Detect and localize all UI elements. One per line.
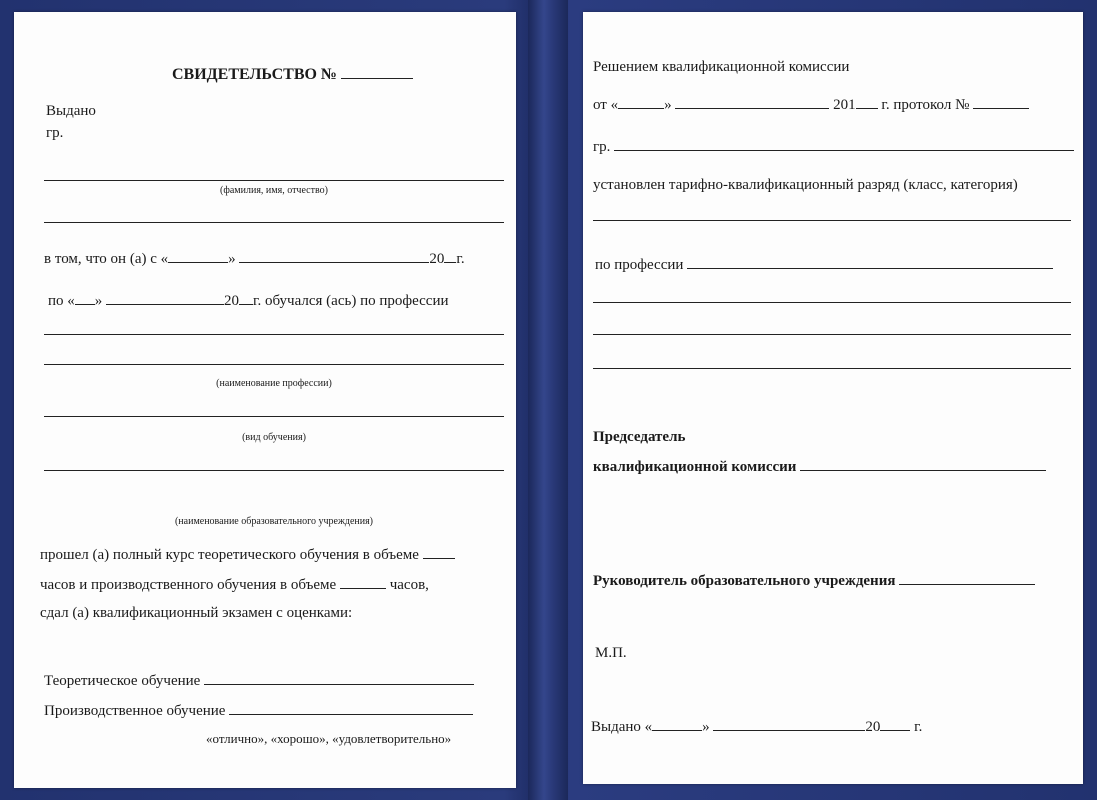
grade-scale-note: «отлично», «хорошо», «удовлетворительно»	[206, 731, 452, 746]
theory-hours-row	[40, 544, 455, 564]
period-from-close: »	[228, 251, 236, 267]
head-of-institution-label: Руководитель образовательного учреждения	[593, 573, 896, 589]
protocol-number-label: г. протокол №	[881, 97, 970, 113]
protocol-date-text: от «	[593, 97, 619, 113]
right-page	[583, 12, 1083, 784]
caption-training-type: (вид обучения)	[242, 432, 306, 443]
cover-spine	[528, 0, 568, 800]
recipient-label: гр.	[593, 139, 611, 155]
protocol-year-prefix: 201	[833, 97, 856, 113]
profession-line-1[interactable]	[44, 334, 504, 335]
theory-grade-row	[44, 670, 474, 690]
period-to-close: »	[94, 293, 103, 309]
profession-label: по профессии	[595, 257, 684, 273]
rank-line[interactable]	[593, 220, 1071, 221]
profession-extra-line-1[interactable]	[593, 302, 1071, 303]
protocol-date-close: »	[664, 97, 672, 113]
issued-date-text: Выдано «	[591, 719, 653, 735]
profession-line-2[interactable]	[44, 364, 504, 365]
rank-established-text: установлен тарифно-квалификационный разряд (класс, категория)	[593, 177, 1018, 193]
from-year-suffix: г.	[456, 251, 465, 267]
commission-decision-text: Решением квалификационной комиссии	[593, 59, 850, 75]
issued-month-field[interactable]	[713, 716, 865, 731]
to-day-field[interactable]	[75, 290, 95, 305]
practice-hours-unit: часов,	[389, 577, 429, 593]
issued-date-close: »	[702, 719, 710, 735]
period-to-text: по «	[48, 293, 75, 309]
citizen-label: гр.	[46, 125, 64, 141]
protocol-number-field[interactable]	[973, 94, 1029, 109]
to-month-field[interactable]	[106, 290, 224, 305]
protocol-day-field[interactable]	[618, 94, 664, 109]
profession-field[interactable]	[687, 254, 1053, 269]
recipient-name-field[interactable]	[614, 136, 1074, 151]
profession-extra-line-2[interactable]	[593, 334, 1071, 335]
practice-grade-field[interactable]	[229, 700, 473, 715]
caption-institution: (наименование образовательного учреждения)	[174, 516, 374, 527]
issued-day-field[interactable]	[652, 716, 702, 731]
chairman-signature-field[interactable]	[800, 456, 1046, 471]
period-to-row	[48, 290, 449, 310]
certificate-number-field[interactable]	[341, 64, 413, 79]
issued-label: Выдано	[46, 103, 96, 119]
issued-year-prefix: 20	[865, 719, 881, 735]
theory-grade-label: Теоретическое обучение	[44, 673, 201, 689]
practice-grade-row	[44, 700, 473, 720]
to-year-field[interactable]	[239, 290, 253, 305]
practice-grade-label: Производственное обучение	[44, 703, 226, 719]
practice-hours-field[interactable]	[340, 574, 386, 589]
protocol-month-field[interactable]	[675, 94, 829, 109]
exam-passed-text: сдал (а) квалификационный экзамен с оценками:	[40, 605, 353, 621]
institution-line[interactable]	[44, 470, 504, 471]
issued-date-row	[591, 716, 922, 736]
from-month-field[interactable]	[239, 248, 429, 263]
from-year-prefix: 20	[429, 251, 445, 267]
period-from-text: в том, что он (а) с «	[44, 251, 169, 267]
from-year-field[interactable]	[444, 248, 456, 263]
theory-grade-field[interactable]	[204, 670, 474, 685]
issued-year-suffix: г.	[914, 719, 923, 735]
recipient-row	[593, 136, 1074, 156]
practice-hours-text: часов и производственного обучения в объеме	[40, 577, 337, 593]
profession-extra-line-3[interactable]	[593, 368, 1071, 369]
caption-fio: (фамилия, имя, отчество)	[220, 185, 328, 196]
practice-hours-row	[40, 574, 429, 594]
profession-row	[595, 254, 1053, 274]
theory-hours-field[interactable]	[423, 544, 455, 559]
period-from-row	[44, 248, 465, 268]
training-type-line[interactable]	[44, 416, 504, 417]
theory-hours-text: прошел (а) полный курс теоретического обучения в объеме	[40, 547, 419, 563]
to-year-prefix: 20	[224, 293, 240, 309]
from-day-field[interactable]	[168, 248, 228, 263]
left-page	[14, 12, 516, 788]
head-signature-field[interactable]	[899, 570, 1035, 585]
head-row	[593, 570, 1035, 590]
chairman-commission-label: квалификационной комиссии	[593, 459, 797, 475]
chairman-row	[593, 456, 1046, 476]
to-year-suffix: г. обучался (ась) по профессии	[253, 293, 449, 309]
issued-year-field[interactable]	[880, 716, 910, 731]
protocol-year-field[interactable]	[856, 94, 878, 109]
caption-profession: (наименование профессии)	[216, 378, 332, 389]
certificate-title	[172, 64, 413, 84]
certificate-title-text: СВИДЕТЕЛЬСТВО №	[172, 66, 338, 83]
name-line-1[interactable]	[44, 180, 504, 181]
stamp-place-label: М.П.	[595, 645, 627, 661]
chairman-title: Председатель	[593, 429, 686, 445]
name-line-2[interactable]	[44, 222, 504, 223]
protocol-row	[593, 94, 1029, 114]
